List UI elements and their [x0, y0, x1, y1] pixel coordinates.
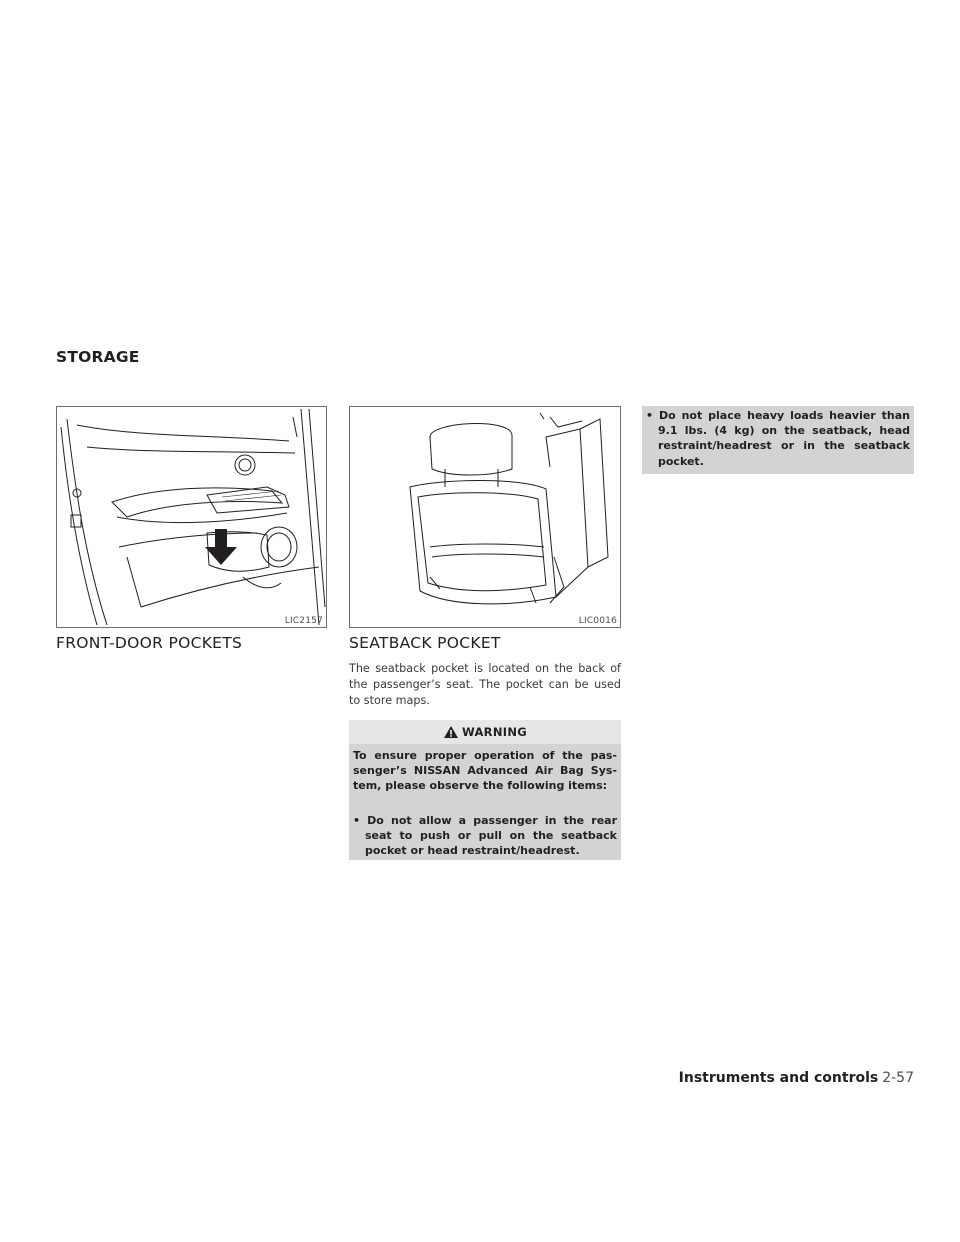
warning-triangle-icon [443, 725, 459, 739]
warning-bullet: • Do not allow a passenger in the rear seat to push or pull on the seatback pocket or head restraint/headrest. [353, 814, 617, 858]
warning-box [349, 720, 621, 860]
seatback-pocket-illustration [349, 406, 621, 628]
warning-continued-box [642, 406, 914, 474]
seatback-pocket-heading: SEATBACK POCKET [349, 634, 501, 652]
front-door-pockets-heading: FRONT-DOOR POCKETS [56, 634, 243, 652]
warning-title: WARNING [462, 725, 527, 739]
section-title: STORAGE [56, 348, 140, 366]
warning-bullet: • Do not place heavy loads heavier than 9.1 lbs. (4 kg) on the seatback, head restraint/headrest or in the seatback pocket. [646, 409, 910, 468]
warning-intro: To ensure proper operation of the pas- senger’s NISSAN Advanced Air Bag Sys- tem, please observe the following items: [353, 749, 617, 793]
warning-header [349, 720, 621, 744]
front-door-pocket-illustration [56, 406, 327, 628]
page-number: 2-57 [882, 1070, 914, 1086]
page-footer [679, 1070, 914, 1086]
figure-code: LIC2157 [284, 616, 323, 626]
footer-section-name: Instruments and controls [678, 1070, 879, 1086]
seatback-pocket-description: The seatback pocket is located on the back of the passenger’s seat. The pocket can be used to store maps. [349, 662, 621, 707]
figure-code: LIC0016 [578, 616, 617, 626]
